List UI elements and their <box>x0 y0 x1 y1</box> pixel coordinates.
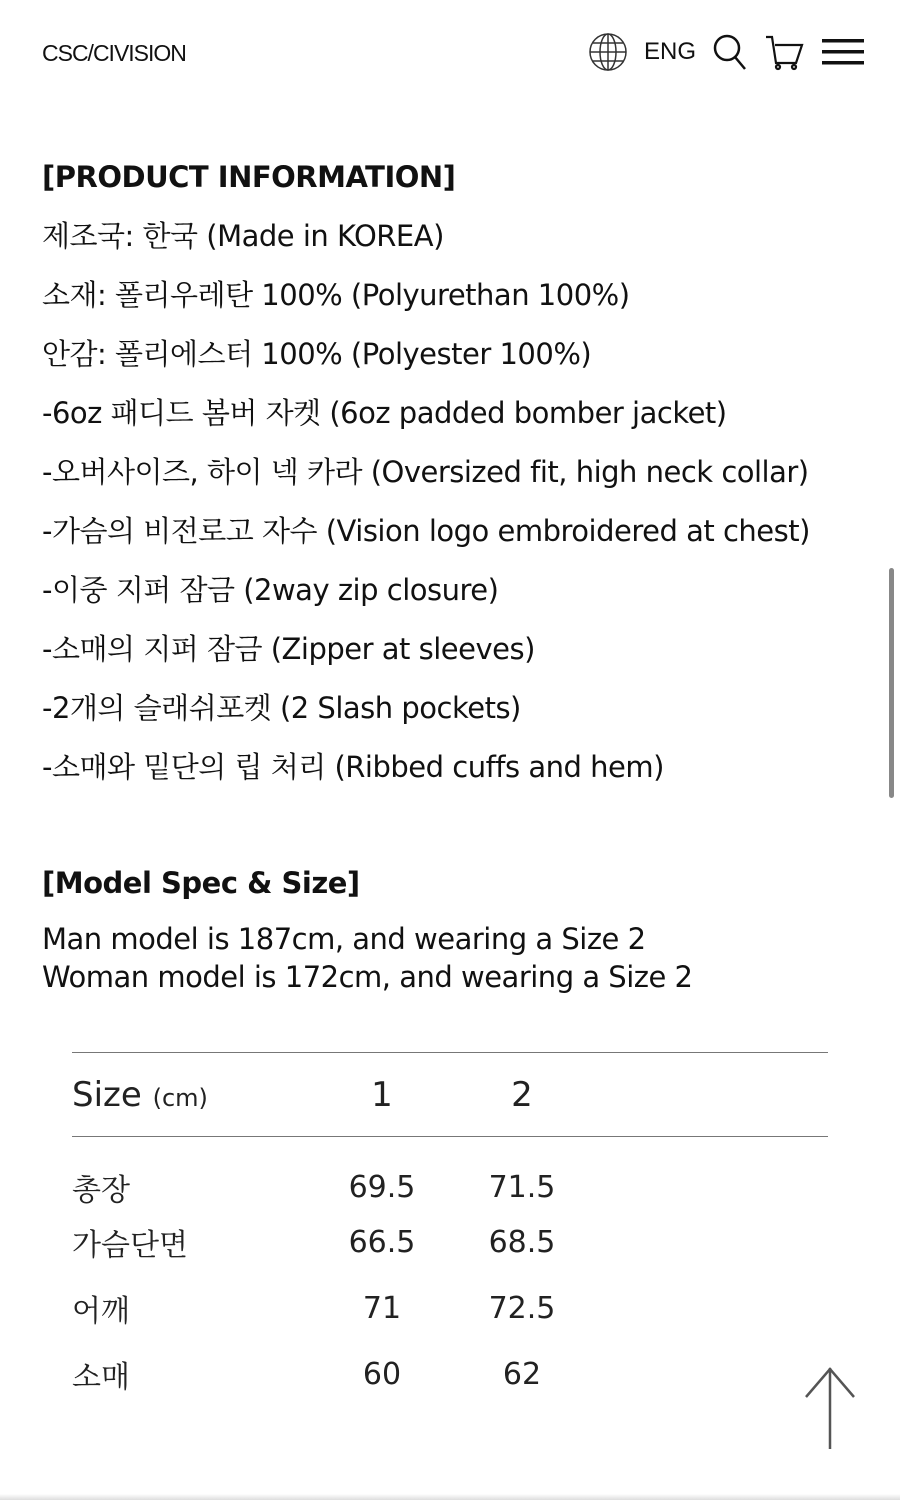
table-row <box>72 1137 828 1210</box>
table-row <box>72 1209 828 1275</box>
model-spec-line: Woman model is 172cm, and wearing a Size 2 <box>42 960 693 994</box>
cell: 66.5 <box>348 1224 416 1260</box>
table-row <box>72 1275 828 1341</box>
info-line: 안감: 폴리에스터 100% (Polyester 100%) <box>42 337 592 371</box>
model-spec <box>42 866 693 996</box>
size-col: 1 <box>371 1074 393 1115</box>
scroll-to-top-arrow-icon[interactable] <box>800 1365 860 1455</box>
info-line: -소매의 지퍼 잠금 (Zipper at sleeves) <box>42 632 535 666</box>
cell: 71.5 <box>488 1169 556 1205</box>
size-unit: (cm) <box>152 1083 208 1112</box>
measure-name: 가슴단면 <box>72 1228 188 1263</box>
search-icon[interactable] <box>712 33 748 71</box>
info-line: -가슴의 비전로고 자수 (Vision logo embroidered at chest) <box>42 514 810 548</box>
scrollbar[interactable] <box>889 568 894 798</box>
brand-logo[interactable]: CSC/CIVISION <box>42 40 186 66</box>
info-line: -2개의 슬래쉬포켓 (2 Slash pockets) <box>42 691 521 725</box>
size-label: Size <box>72 1074 142 1115</box>
info-line: -오버사이즈, 하이 넥 카라 (Oversized fit, high neck collar) <box>42 455 809 489</box>
measure-name: 소매 <box>72 1360 130 1395</box>
model-spec-line: Man model is 187cm, and wearing a Size 2 <box>42 922 646 956</box>
product-info-title: [PRODUCT INFORMATION] <box>42 160 456 194</box>
cell: 71 <box>362 1290 402 1326</box>
cell: 62 <box>502 1356 542 1392</box>
info-line: -6oz 패디드 봄버 자켓 (6oz padded bomber jacket) <box>42 396 727 430</box>
size-table-header <box>72 1053 828 1137</box>
info-line: 제조국: 한국 (Made in KOREA) <box>42 219 444 253</box>
globe-icon[interactable] <box>588 32 628 72</box>
info-line: 소재: 폴리우레탄 100% (Polyurethan 100%) <box>42 278 630 312</box>
size-table <box>72 1052 828 1407</box>
cell: 72.5 <box>488 1290 556 1326</box>
cell: 69.5 <box>348 1169 416 1205</box>
size-header-label <box>72 1053 312 1137</box>
product-information <box>42 158 810 807</box>
measure-name: 어깨 <box>72 1294 130 1329</box>
model-spec-title: [Model Spec & Size] <box>42 866 360 900</box>
cell: 60 <box>362 1356 402 1392</box>
table-row <box>72 1341 828 1407</box>
header-icons <box>588 32 864 72</box>
size-col: 2 <box>511 1074 533 1115</box>
menu-icon[interactable] <box>822 39 864 65</box>
info-line: -이중 지퍼 잠금 (2way zip closure) <box>42 573 499 607</box>
language-selector[interactable]: ENG <box>643 38 696 65</box>
cart-icon[interactable] <box>764 33 806 71</box>
measure-name: 총장 <box>72 1173 130 1208</box>
bottom-edge <box>0 1494 900 1500</box>
info-line: -소매와 밑단의 립 처리 (Ribbed cuffs and hem) <box>42 750 664 784</box>
cell: 68.5 <box>488 1224 556 1260</box>
spacer <box>592 1053 828 1137</box>
